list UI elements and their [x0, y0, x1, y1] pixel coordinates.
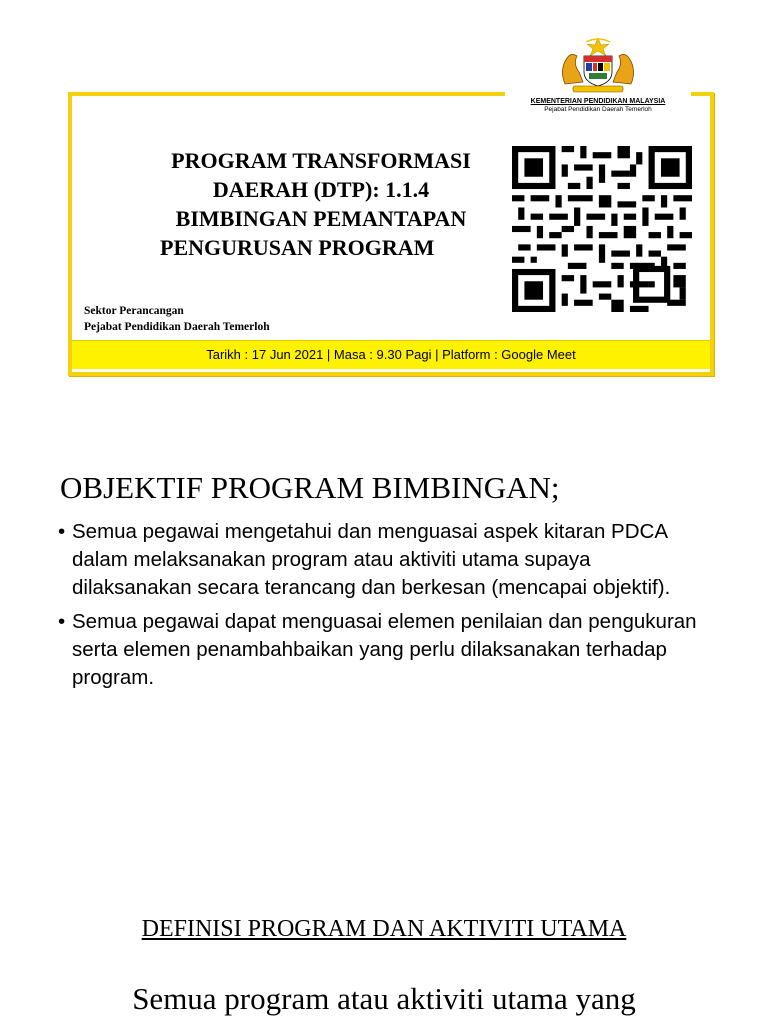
coat-of-arms-icon	[553, 36, 643, 96]
ministry-office: Pejabat Pendidikan Daerah Temerloh	[544, 106, 652, 113]
banner-title	[156, 146, 486, 262]
banner-title-line: PENGURUSAN PROGRAM	[160, 235, 435, 260]
objectives-heading: OBJEKTIF PROGRAM BIMBINGAN;	[60, 470, 560, 505]
qr-code-icon	[512, 146, 692, 312]
office-name: Pejabat Pendidikan Daerah Temerloh	[84, 321, 270, 333]
program-banner	[68, 92, 714, 376]
ministry-logo-block	[505, 36, 691, 120]
banner-title-line: PROGRAM TRANSFORMASI	[171, 148, 471, 173]
ministry-name: KEMENTERIAN PENDIDIKAN MALAYSIA	[530, 98, 666, 105]
banner-title-line: DAERAH (DTP): 1.1.4	[212, 177, 430, 202]
definition-body: Semua program atau aktiviti utama yang	[132, 981, 636, 1016]
schedule-bar: Tarikh : 17 Jun 2021 | Masa : 9.30 Pagi | Platform : Google Meet	[72, 340, 710, 369]
banner-title-line: BIMBINGAN PEMANTAPAN	[175, 206, 467, 231]
definition-heading: DEFINISI PROGRAM DAN AKTIVITI UTAMA	[141, 916, 627, 942]
objectives-list	[58, 518, 698, 698]
list-item: • Semua pegawai dapat menguasai elemen penilaian dan pengukuran serta elemen penambahbaikan yang perlu dilaksanakan terhadap program.	[58, 608, 698, 692]
list-item: • Semua pegawai mengetahui dan menguasai aspek kitaran PDCA dalam melaksanakan program atau aktiviti utama supaya dilaksanakan secara terancang dan berkesan (mencapai objektif).	[58, 518, 698, 602]
organizer-info	[84, 303, 270, 335]
sector-name: Sektor Perancangan	[84, 305, 184, 317]
